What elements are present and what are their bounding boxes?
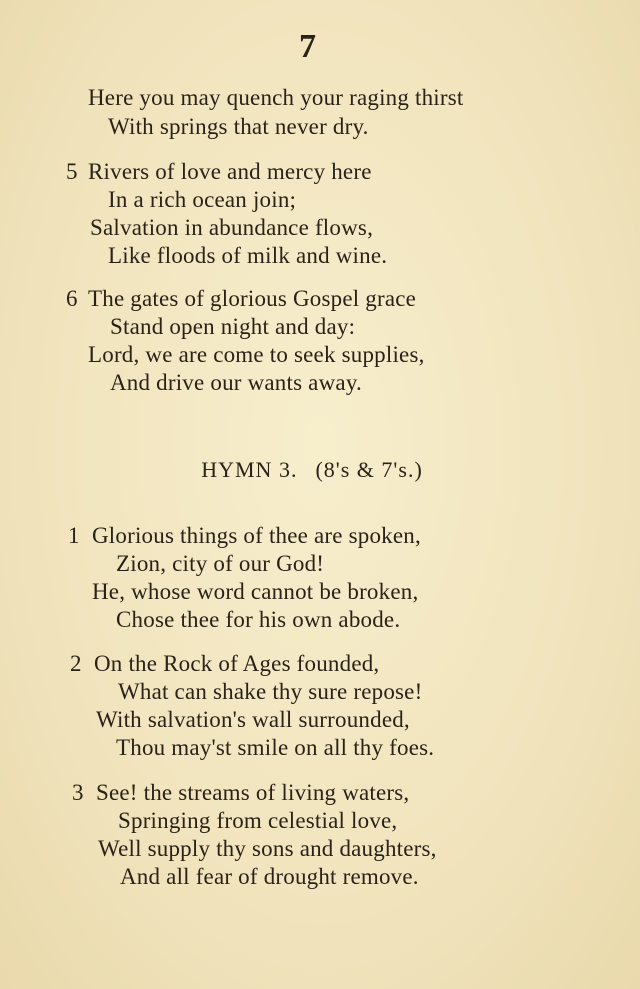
verse-line: Chose thee for his own abode. bbox=[116, 607, 401, 632]
verse-line: He, whose word cannot be broken, bbox=[92, 579, 419, 604]
verse-line: The gates of glorious Gospel grace bbox=[88, 286, 417, 311]
verse-line: Salvation in abundance flows, bbox=[90, 215, 374, 240]
verse-line: With salvation's wall surrounded, bbox=[96, 707, 410, 732]
verse-number: 1 bbox=[68, 523, 80, 548]
verse-number: 5 bbox=[66, 159, 78, 184]
verse-number: 6 bbox=[66, 286, 78, 311]
verse-line: Like floods of milk and wine. bbox=[108, 243, 388, 268]
verse-number: 3 bbox=[72, 780, 84, 805]
verse-line: Well supply thy sons and daughters, bbox=[98, 836, 437, 861]
verse-line: Stand open night and day: bbox=[110, 314, 356, 339]
verse-line: Rivers of love and mercy here bbox=[88, 159, 372, 184]
verse-line: Glorious things of thee are spoken, bbox=[92, 523, 421, 548]
verse-line: Springing from celestial love, bbox=[118, 808, 398, 833]
verse-line: In a rich ocean join; bbox=[108, 187, 297, 212]
page-number: 7 bbox=[299, 28, 317, 65]
verse-number: 2 bbox=[70, 651, 82, 676]
verse-line: Lord, we are come to seek supplies, bbox=[88, 342, 425, 367]
hymn-heading bbox=[0, 456, 624, 484]
hymn-title: HYMN 3. bbox=[201, 457, 298, 482]
hymn-meter: (8's & 7's.) bbox=[315, 457, 423, 482]
verse-line: Thou may'st smile on all thy foes. bbox=[116, 735, 435, 760]
verse-line: And drive our wants away. bbox=[110, 370, 362, 395]
verse-line: Zion, city of our God! bbox=[116, 551, 325, 576]
verse-line: And all fear of drought remove. bbox=[120, 864, 419, 889]
verse-line: On the Rock of Ages founded, bbox=[94, 651, 380, 676]
verse-line: With springs that never dry. bbox=[108, 114, 369, 139]
verse-line: What can shake thy sure repose! bbox=[118, 679, 423, 704]
verse-line: See! the streams of living waters, bbox=[96, 780, 410, 805]
verse-line: Here you may quench your raging thirst bbox=[88, 85, 464, 110]
